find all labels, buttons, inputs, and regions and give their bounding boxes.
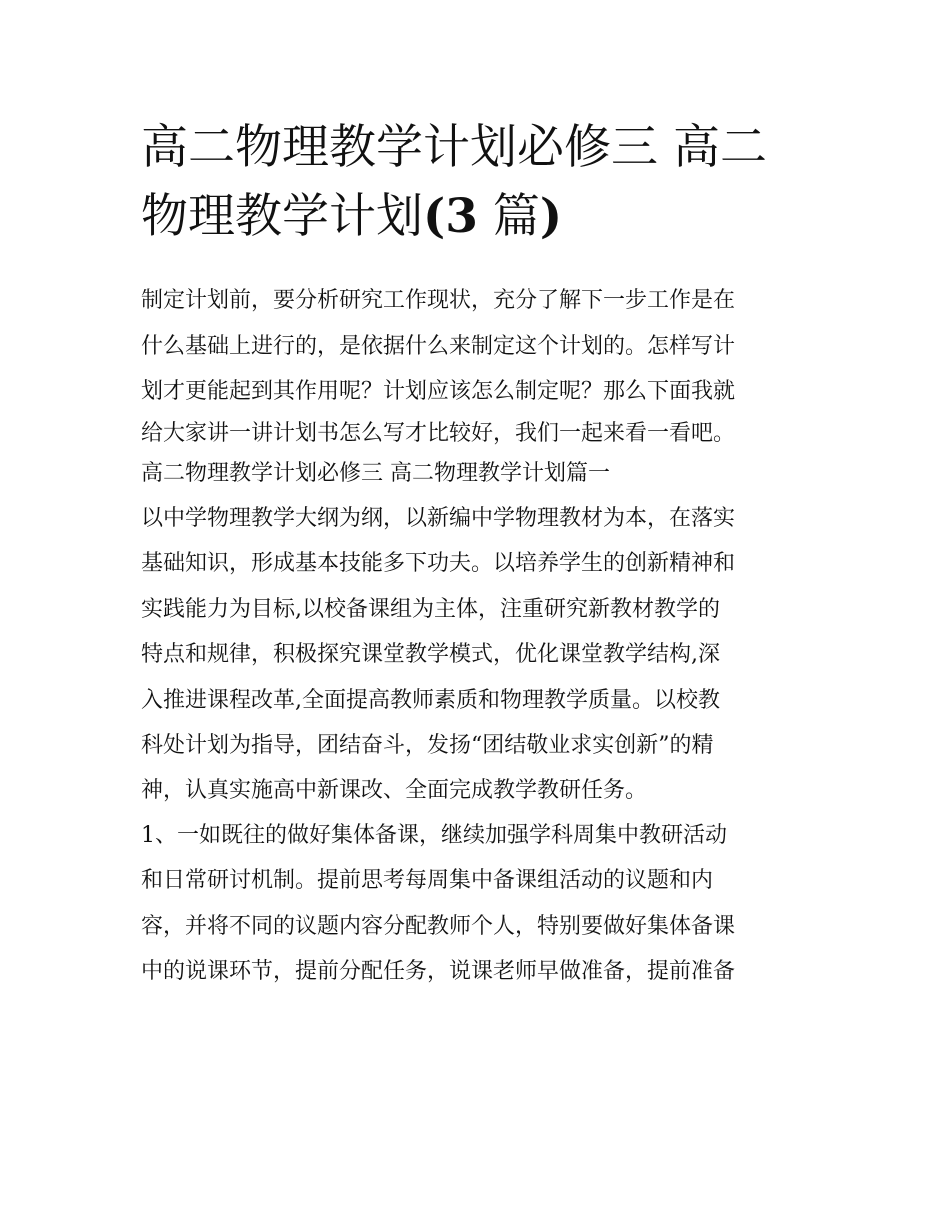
text-line: 1、一如既往的做好集体备课，继续加强学科周集中教研活动 [141, 822, 727, 848]
text-line: 中的说课环节，提前分配任务，说课老师早做准备，提前准备 [141, 959, 736, 984]
title-line-2-close: ) [539, 189, 563, 244]
text-line: 科处计划为指导，团结奋斗，发扬“团结敬业求实创新”的精 [141, 733, 714, 758]
title-line-2-count: (3 [423, 189, 478, 244]
text-line: 基础知识，形成基本技能多下功夫。以培养学生的创新精神和 [141, 551, 736, 576]
section-heading-text: 高二物理教学计划必修三 高二物理教学计划篇一 [141, 460, 610, 486]
text-line: 制定计划前，要分析研究工作现状，充分了解下一步工作是在 [141, 288, 736, 313]
text-line: 容，并将不同的议题内容分配教师个人，特别要做好集体备课 [141, 913, 736, 939]
text-line: 入推进课程改革,全面提高教师素质和物理教学质量。以校教 [141, 687, 720, 713]
text-line: 神，认真实施高中新课改、全面完成教学教研任务。 [141, 777, 648, 803]
text-line: 以中学物理教学大纲为纲，以新编中学物理教材为本，在落实 [141, 505, 736, 531]
document-title [141, 113, 821, 251]
title-line-2-unit: 篇 [477, 189, 540, 244]
intro-paragraph [141, 278, 831, 452]
text-line: 特点和规律，积极探究课堂教学模式，优化课堂教学结构,深 [141, 642, 720, 667]
title-line-1: 高二物理教学计划必修三 高二 [141, 120, 767, 175]
document-body [141, 278, 831, 995]
section-heading [141, 452, 831, 496]
text-line: 什么基础上进行的，是依据什么来制定这个计划的。怎样写计 [141, 333, 736, 359]
text-line: 实践能力为目标,以校备课组为主体，注重研究新教材教学的 [141, 596, 720, 622]
guideline-paragraph [141, 496, 831, 813]
text-line: 和日常研讨机制。提前思考每周集中备课组活动的议题和内 [141, 868, 714, 893]
item-1-paragraph [141, 813, 831, 995]
text-line: 给大家讲一讲计划书怎么写才比较好，我们一起来看一看吧。 [141, 420, 736, 446]
title-line-2-prefix: 物理教学计划 [141, 189, 423, 244]
text-line: 划才更能起到其作用呢？计划应该怎么制定呢？那么下面我就 [141, 379, 736, 404]
